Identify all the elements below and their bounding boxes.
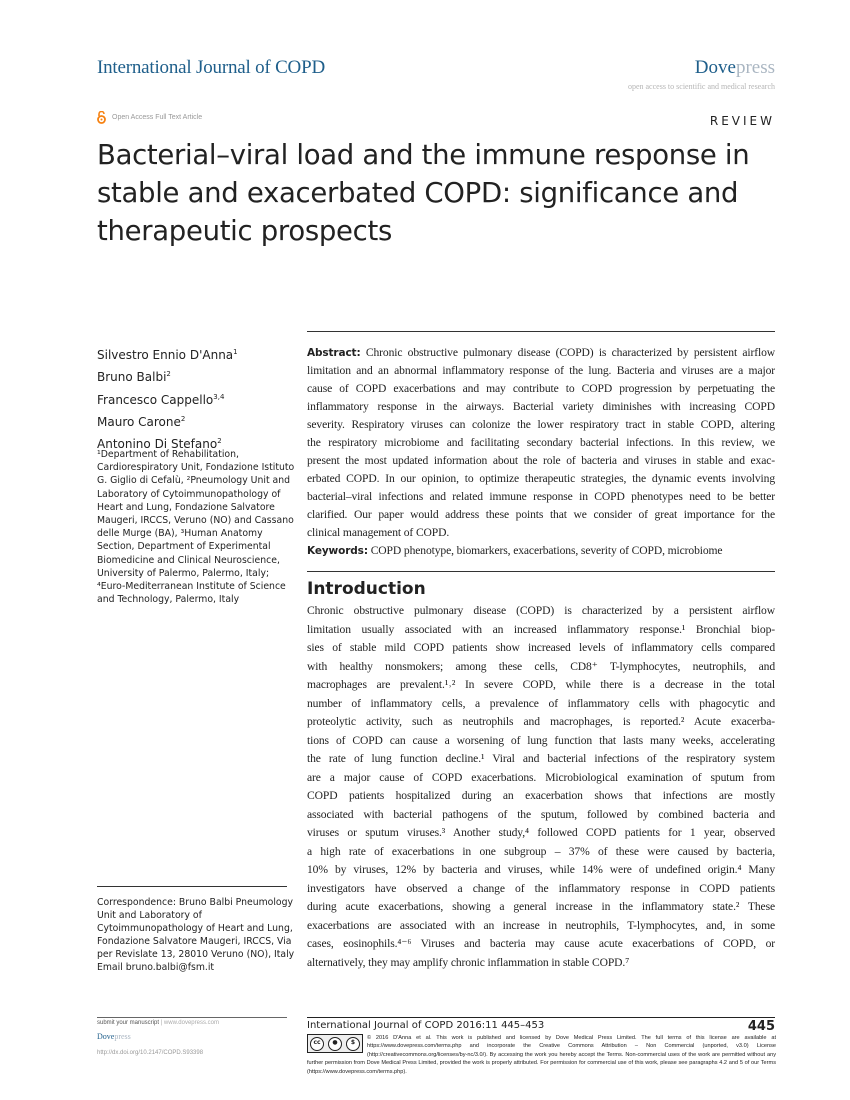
- publisher-logo-dove: Dove: [694, 57, 736, 78]
- introduction-line: tions of COPD can cause a worsening of lung function that lasts many weeks, accelerating: [307, 733, 775, 747]
- abstract-line: bacterial–viral infections and related immune response in COPD phenotypes need to be better: [307, 490, 775, 503]
- section-heading-introduction: Introduction: [307, 579, 426, 599]
- introduction-line: during acute exacerbations, showing a general increase in the inflammatory state.² These: [307, 900, 775, 913]
- author-affiliation-ref: 2: [217, 437, 222, 446]
- license-block: [307, 1034, 776, 1076]
- author-affiliation-ref: 2: [180, 414, 186, 423]
- creative-commons-badge[interactable]: [307, 1034, 363, 1053]
- introduction-line: viruses or sputum viruses.³ Another study,⁴ followed COPD patients for 1 year, observed: [307, 826, 775, 839]
- footer-divider: [307, 1017, 775, 1018]
- abstract-line: inflammatory response in the airways. Bacterial variety diminishes with increasing COPD: [307, 400, 775, 413]
- noncommercial-icon: $: [346, 1037, 360, 1051]
- abstract: [307, 344, 775, 560]
- footer-logo-press: press: [114, 1032, 131, 1041]
- introduction-line: Chronic obstructive pulmonary disease (COPD) is characterized by a persistent airflow: [307, 604, 775, 617]
- author-name: Antonino Di Stefano: [97, 437, 218, 452]
- abstract-line: severity. Respiratory viruses can colonize the lower respiratory tract in stable COPD, altering: [307, 418, 775, 431]
- abstract-label: Abstract:: [307, 347, 361, 359]
- abstract-line: clarified. Our paper would address these points that we consider of great importance for the: [307, 508, 775, 521]
- introduction-body: [307, 602, 775, 972]
- introduction-line: macrophages are prevalent.¹˒² In severe COPD, while there is a decrease in the total: [307, 678, 775, 691]
- footer-logo-dove: Dove: [97, 1032, 115, 1041]
- introduction-line: 10% by viruses, 12% by bacteria and viruses, while 14% were of undefined origin.⁴ Many: [307, 863, 775, 876]
- introduction-line: alternatively, they may amplify chronic inflammation in stable COPD.⁷: [307, 955, 630, 969]
- keywords-text: COPD phenotype, biomarkers, exacerbations, severity of COPD, microbiome: [370, 544, 723, 557]
- submit-url: | www.dovepress.com: [160, 1020, 219, 1026]
- abstract-top-divider: [307, 331, 775, 332]
- abstract-line: cause of COPD exacerbations and may contribute to COPD progression by perpetuating the: [307, 382, 775, 395]
- submit-label: submit your manuscript: [97, 1020, 160, 1026]
- introduction-line: the rate of lung function decline.¹ Viral and bacterial infections of the respiratory system: [307, 752, 775, 765]
- journal-name: International Journal of COPD: [97, 57, 325, 78]
- affiliations: ¹Department of Rehabilitation, Cardiorespiratory Unit, Fondazione Istituto G. Giglio di Cefalù, ²Pneumology Unit and Laboratory of Cytoimmunopathology of Heart and Lung, Fondazione Salvatore Maugeri, IRCCS, Veruno (NO) and Cassano delle Murge (BA), ³Human Anatomy Section, Department of Experimental Biomedicine and Clinical Neuroscience, University of Palermo, Palermo, Italy; ⁴Euro-Mediterranean Institute of Science and Technology, Palermo, Italy: [97, 449, 295, 606]
- publisher-logo-press: press: [735, 57, 775, 78]
- introduction-line: investigators have observed a change of the inflammatory response in COPD patients: [307, 881, 775, 895]
- introduction-line: COPD patients hospitalized during an exacerbation shows that infections are mostly: [307, 789, 775, 802]
- author: [97, 365, 238, 387]
- introduction-line: cases, eosinophils.⁴⁻⁶ Viruses and bacteria may cause acute exacerbations of COPD, or: [307, 937, 775, 950]
- abstract-text: Chronic obstructive pulmonary disease (COPD) is characterized by persistent airflow: [365, 346, 775, 359]
- introduction-line: sies of stable mild COPD patients show increased levels of inflammatory cells compared: [307, 641, 775, 654]
- author: [97, 388, 238, 410]
- citation: International Journal of COPD 2016:11 445–453: [307, 1020, 545, 1031]
- abstract-line: erbated COPD. In our opinion, to optimize therapeutic strategies, the dynamic events involving: [307, 472, 775, 485]
- footer-publisher-logo: [97, 1032, 131, 1041]
- introduction-line: proteolytic activity, such as neutrophils and macrophages, is reported.² Acute exacerba-: [307, 715, 775, 728]
- author-affiliation-ref: 1: [233, 348, 238, 356]
- introduction-line: are a major cause of COPD exacerbations. Microbiological examination of sputum from: [307, 770, 775, 784]
- publisher-logo: [695, 57, 775, 79]
- open-access-lock-icon: [97, 111, 106, 124]
- correspondence: Correspondence: Bruno Balbi Pneumology Unit and Laboratory of Cytoimmunopathology of Heart and Lung, Fondazione Salvatore Maugeri, IRCCS, Via per Revislate 13, 28010 Veruno (NO), Italy Email bruno.balbi@fsm.it: [97, 897, 295, 974]
- abstract-line: present the most updated information about the role of bacteria and viruses in stable and exac-: [307, 454, 775, 467]
- author-name: Silvestro Ennio D'Anna: [97, 348, 234, 362]
- footer-left-divider: [97, 1017, 287, 1018]
- keywords: [307, 542, 775, 560]
- introduction-line: with healthy nonsmokers; among these cells, CD8⁺ T-lymphocytes, neutrophils, and: [307, 659, 775, 673]
- abstract-line: the respiratory microbiome and facilitating secondary bacterial infections. In this review, we: [307, 436, 775, 449]
- by-person-icon: ●: [328, 1037, 342, 1051]
- abstract-line: [307, 344, 775, 362]
- abstract-bottom-divider: [307, 571, 775, 572]
- correspondence-divider: [97, 886, 287, 887]
- author-affiliation-ref: 3,4: [213, 392, 225, 401]
- author: [97, 343, 238, 365]
- author-name: Mauro Carone: [97, 414, 181, 429]
- introduction-line: a high rate of exacerbations in one subgroup – 37% of these were caused by bacteria,: [307, 844, 775, 858]
- author-list: [97, 343, 238, 454]
- submit-manuscript-link[interactable]: [97, 1020, 219, 1026]
- doi-link[interactable]: http://dx.doi.org/10.2147/COPD.S93398: [97, 1050, 204, 1056]
- abstract-line: limitation and an abnormal inflammatory response of the lung. Bacteria and viruses are a major: [307, 364, 775, 377]
- author-name: Bruno Balbi: [97, 370, 167, 385]
- article-title: Bacterial–viral load and the immune response in stable and exacerbated COPD: significance and therapeutic prospects: [97, 139, 750, 247]
- license-text: © 2016 D'Anna et al. This work is published and licensed by Dove Medical Press Limited. The full terms of this license are available at https://www.dovepress.com/terms.php and incorporate the Creative Commons Attribution – Non Commercial (unported, v3.0) License (http://creativecommons.org/licenses/by-nc/3.0/). By accessing the work you: [367, 1035, 776, 1058]
- page-number: 445: [747, 1019, 775, 1034]
- author-affiliation-ref: 2: [166, 370, 171, 379]
- abstract-line: clinical management of COPD.: [307, 526, 450, 539]
- keywords-label: Keywords:: [307, 545, 368, 557]
- article-type: REVIEW: [709, 114, 775, 128]
- introduction-line: limitation usually associated with an increased inflammatory response.¹ Bronchial biop-: [307, 622, 775, 636]
- license-text-continued: hereby accept the Terms. Non-commercial uses of the work are permitted without any further permission from Dove Medical Press Limited, provided the work is properly attributed. For permission for commercial use of this work, please see paragraphs 4.2 and 5 of our Terms (https://www.dovepress.com/terms.php).: [307, 1051, 776, 1075]
- introduction-line: number of inflammatory cells, a prevalence of inflammatory cells with phagocytic and: [307, 696, 775, 710]
- open-access-badge: [97, 111, 202, 124]
- cc-icon: cc: [310, 1037, 324, 1051]
- open-access-label: Open Access Full Text Article: [112, 114, 203, 121]
- author-name: Francesco Cappello: [97, 392, 214, 407]
- author: [97, 410, 238, 432]
- introduction-line: associated with bacterial pathogens of the sputum, followed by combined bacteria and: [307, 807, 775, 821]
- introduction-line: exacerbations are associated with an increase in neutrophils, T-lymphocytes, and, in some: [307, 918, 775, 932]
- publisher-tagline: open access to scientific and medical research: [627, 82, 775, 91]
